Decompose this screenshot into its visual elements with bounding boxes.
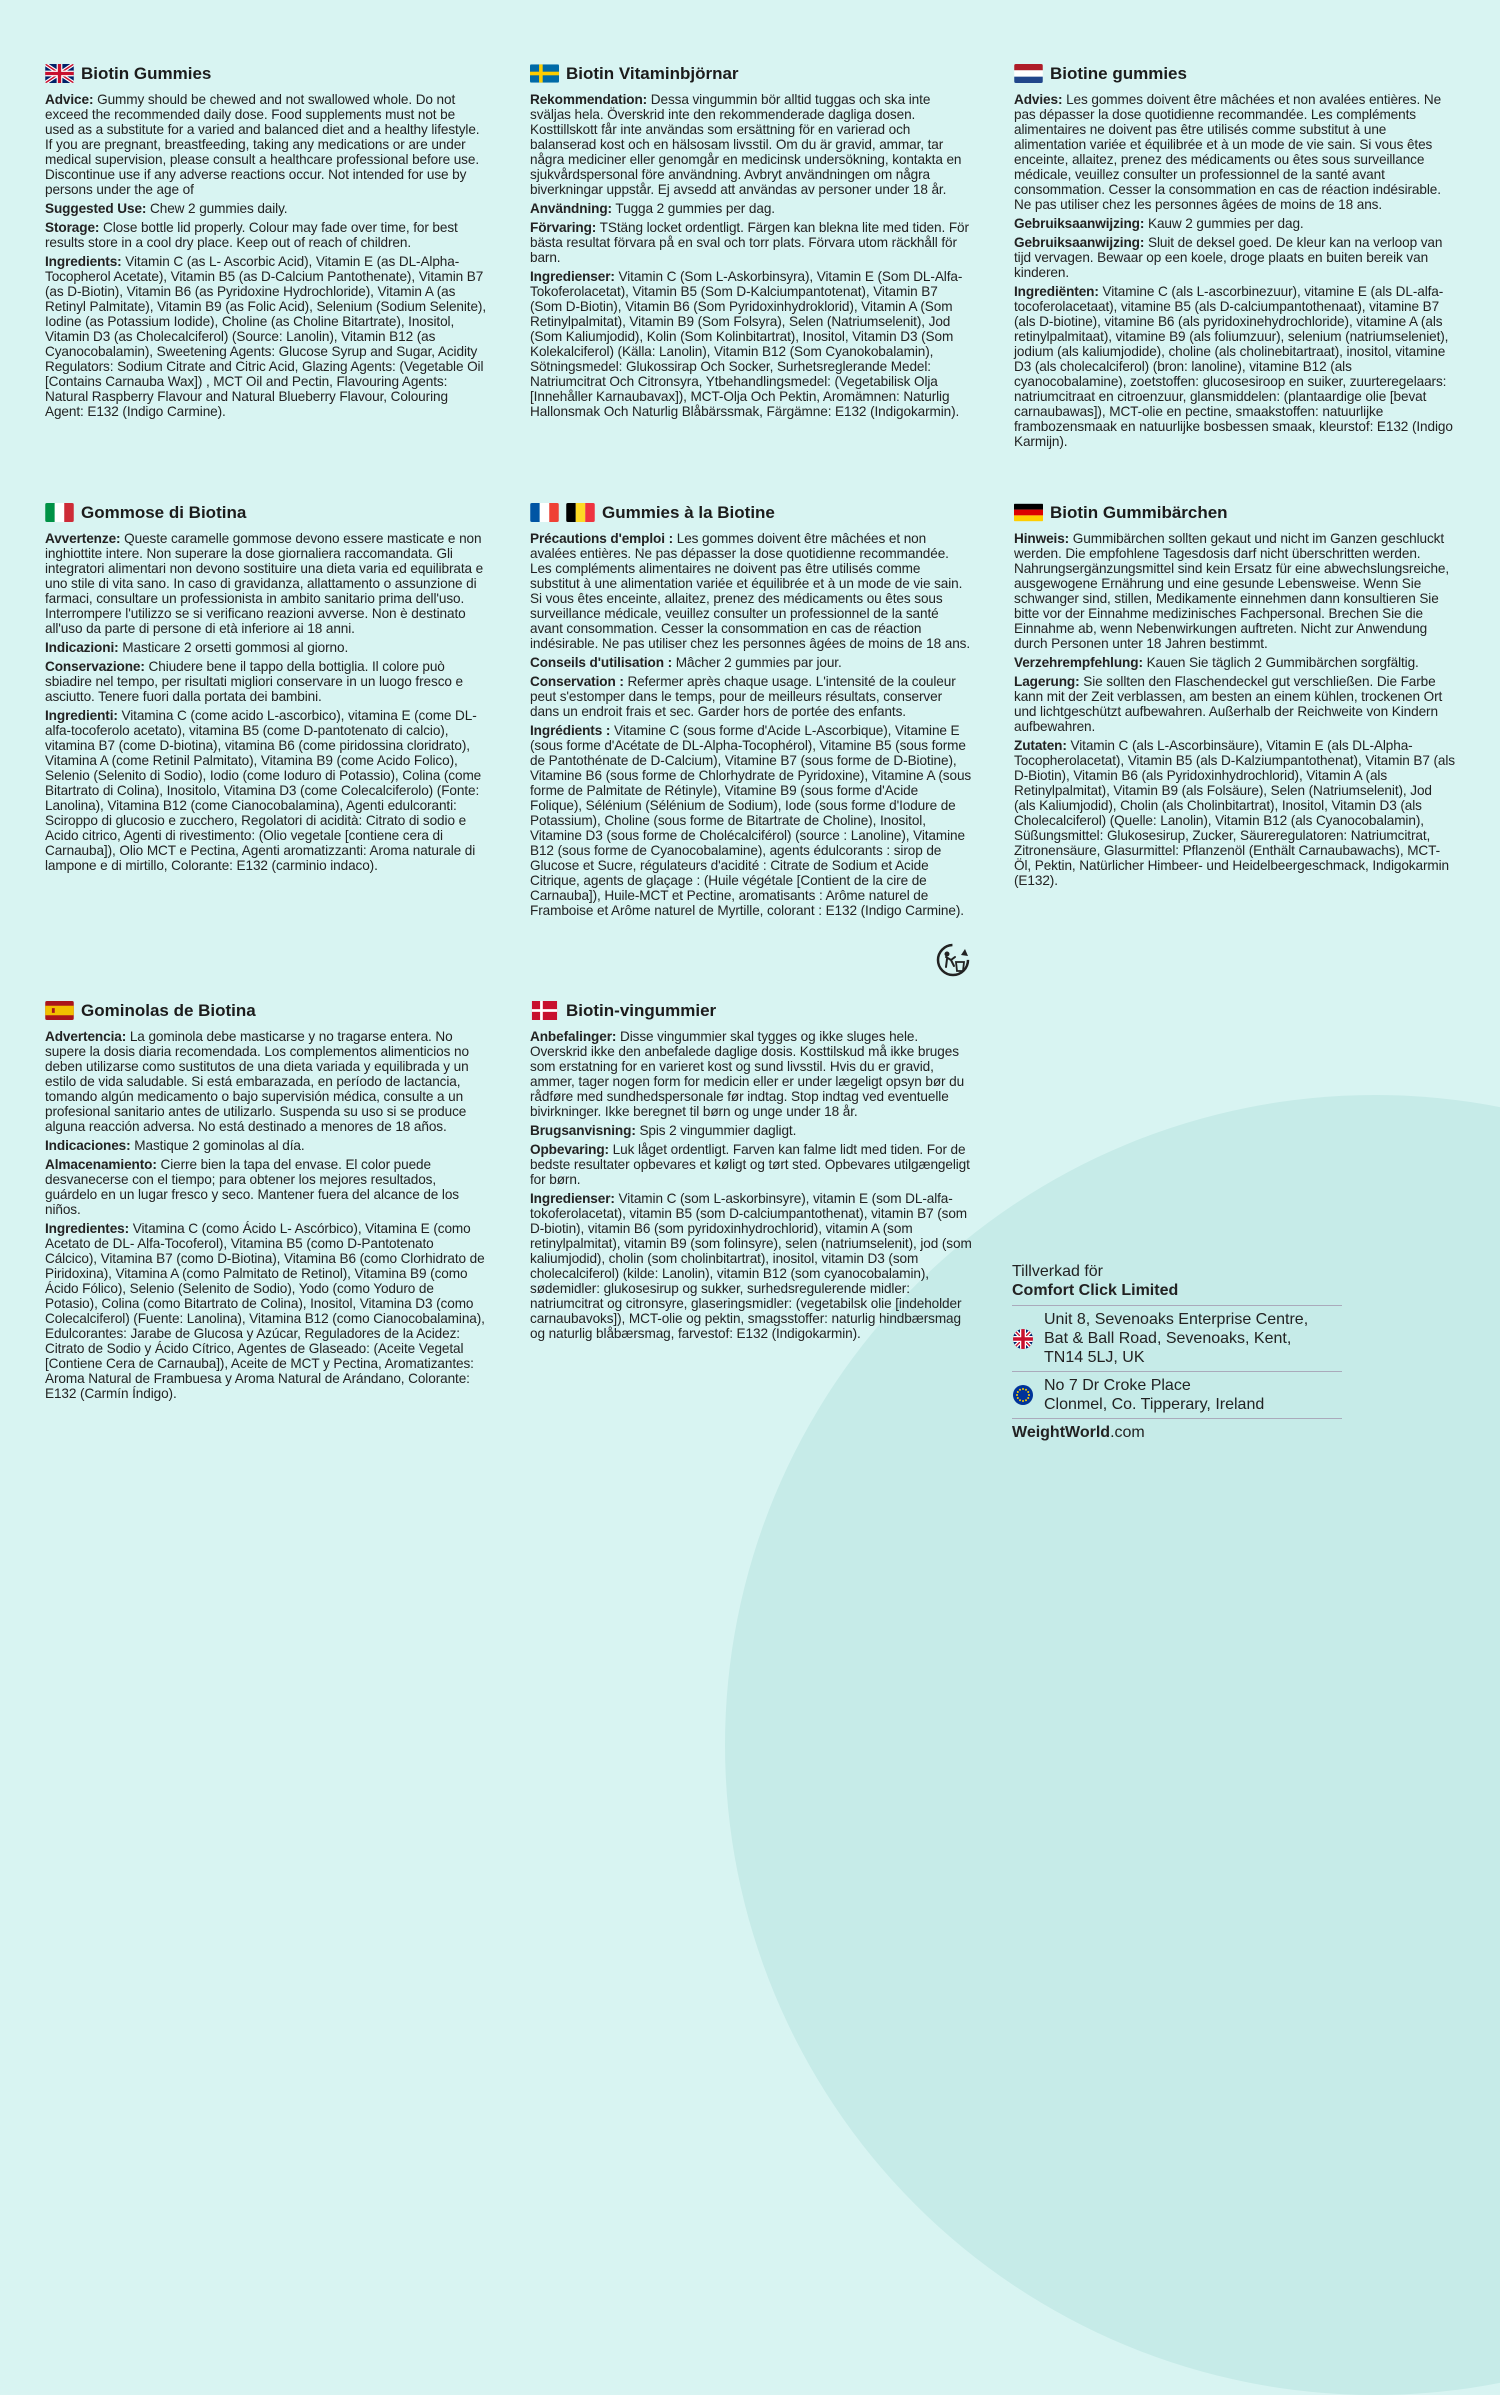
- eu-flag-icon: [1012, 1384, 1034, 1406]
- denmark-flag-icon: [530, 1001, 559, 1020]
- section-title-de: [1014, 503, 1456, 522]
- netherlands-flag-icon: [1014, 64, 1043, 83]
- section-title-text: Biotin Vitaminbjörnar: [566, 64, 739, 83]
- storage-paragraph: Gebruiksaanwijzing: Sluit de deksel goed. De kleur kan na verloop van tijd vervagen. Bewaar op een koele, droge plaats en buiten bereik van kinderen.: [1014, 235, 1443, 280]
- storage-paragraph: Opbevaring: Luk låget ordentligt. Farven kan falme lidt med tiden. For de bedste resultater opbevares et køligt og tørt sted. Opbevares utilgængeligt for børn.: [530, 1142, 970, 1187]
- advice-paragraph: Advertencia: La gominola debe masticarse y no tragarse entera. No supere la dosis diaria recomendada. Los complementos alimenticios no deben utilizarse como sustitutos de una dieta variada y equilibrada y un estilo de vida saludable. Si está embarazada, en período de lactancia, tomando algún medicamento o bajo supervisión médica, consulte a un profesional sanitario antes de utilizarlo. Suspenda su uso si se produce alguna reacción adversa. No está destinado a menores de 18 años.: [45, 1029, 469, 1134]
- usage-paragraph: Conseils d'utilisation : Mâcher 2 gummies par jour.: [530, 655, 842, 670]
- section-en: [45, 64, 487, 423]
- usage-paragraph: Brugsanvisning: Spis 2 vingummier dagligt.: [530, 1123, 797, 1138]
- usage-paragraph: Gebruiksaanwijzing: Kauw 2 gummies per dag.: [1014, 216, 1304, 231]
- usage-paragraph: Användning: Tugga 2 gummies per dag.: [530, 201, 775, 216]
- section-it: [45, 503, 487, 877]
- ingredients-paragraph: Ingredienti: Vitamina C (come acido L-ascorbico), vitamina E (come DL-alfa-tocoferolo acetato), vitamina B5 (come D-pantotenato di calcio), vitamina B7 (come D-biotina), vitamina B6 (come piridossina cloridrato), Vitamina A (come Retinil Palmitato), Vitamina B9 (come Acido Folico), Selenio (Selenito di Sodio), Iodio (come Ioduro di Potassio), Colina (come Bitartrato di Colina), Inositolo, Vitamina D3 (come Colecalciferolo) (Fonte: Lanolina), Vitamina B12 (come Cianocobalamina), Agenti edulcoranti: Sciroppo di glucosio e zucchero, Regolatori di acidità: Citrato di sodio e Acido citrico, Agenti di rivestimento: (Olio vegetale [contiene cera di Carnauba]), Olio MCT e Pectina, Agenti aromatizzanti: Aroma naturale di lampone e di mirtillo, Colorante: E132 (carminio indaco).: [45, 708, 482, 873]
- usage-paragraph: Suggested Use: Chew 2 gummies daily.: [45, 201, 288, 216]
- spain-flag-icon: [45, 1001, 74, 1020]
- uk-address-lines: Unit 8, Sevenoaks Enterprise Centre, Bat & Ball Road, Sevenoaks, Kent, TN14 5LJ, UK: [1044, 1311, 1309, 1366]
- section-fr: [530, 503, 972, 922]
- ingredients-paragraph: Ingredients: Vitamin C (as L- Ascorbic Acid), Vitamin E (as DL-Alpha-Tocopherol Acetate), Vitamin B5 (as D-Calcium Pantothenate), Vitamin B7 (as D-Biotin), Vitamin B6 (as Pyridoxine Hydrochloride), Vitamin A (as Retinyl Palmitate), Vitamin B9 (as Folic Acid), Selenium (Sodium Selenite), Iodine (as Potassium Iodide), Choline (as Choline Bitartrate), Inositol, Vitamin D3 (as Cholecalciferol) (Source: Lanolin), Vitamin B12 (as Cyanocobalamin), Sweetening Agents: Glucose Syrup and Sugar, Acidity Regulators: Sodium Citrate and Citric Acid, Glazing Agents: (Vegetable Oil [Contains Carnauba Wax]) , MCT Oil and Pectin, Flavouring Agents: Natural Raspberry Flavour and Natural Blueberry Flavour, Colouring Agent: E132 (Indigo Carmine).: [45, 254, 487, 419]
- manufacturer-address: [1012, 1262, 1342, 1444]
- section-se: [530, 64, 972, 423]
- advice-paragraph: Advice: Gummy should be chewed and not swallowed whole. Do not exceed the recommended daily dose. Food supplements must not be used as a substitute for a varied and balanced diet and a healthy lifestyle. If you are pregnant, breastfeeding, taking any medications or are under medical supervision, please consult a healthcare professional before use. Discontinue use if any adverse reactions occur. Not intended for use by persons under the age of: [45, 92, 480, 197]
- storage-paragraph: Conservazione: Chiudere bene il tappo della bottiglia. Il colore può sbiadire nel tempo, per risultati migliori conservare in un luogo fresco e asciutto. Tenere fuori dalla portata dei bambini.: [45, 659, 463, 704]
- ingredients-paragraph: Ingredienser: Vitamin C (Som L-Askorbinsyra), Vitamin E (Som DL-Alfa-Tokoferolacetat), Vitamin B5 (Som D-Kalciumpantotenat), Vitamin B7 (Som D-Biotin), Vitamin B6 (Som Pyridoxinhydroklorid), Vitamin A (Som Retinylpalmitat), Vitamin B9 (Som Folsyra), Selen (Natriumselenit), Jod (Som Kaliumjodid), Kolin (Som Kolinbitartrat), Inositol, Vitamin D3 (Som Kolekalciferol) (Källa: Lanolin), Vitamin B12 (Som Cyanokobalamin), Sötningsmedel: Glukossirap Och Socker, Surhetsreglerande Medel: Natriumcitrat Och Citronsyra, Ytbehandlingsmedel: (Vegetabilisk Olja [Innehåller Karnaubavax]), MCT-Olja Och Pektin, Aromämnen: Naturlig Hallonsmak Och Naturlig Blåbärssmak, Färgämne: E132 (Indigokarmin).: [530, 269, 963, 419]
- section-de: [1014, 503, 1456, 892]
- ingredients-paragraph: Ingrediënten: Vitamine C (als L-ascorbinezuur), vitamine E (als DL-alfa-tocoferolacetaat), vitamine B5 (als D-calciumpantothenaat), vitamine B7 (als D-biotine), vitamine B6 (als pyridoxinehydrochloride), vitamine A (als retinylpalmitaat), vitamine B9 (als foliumzuur), selenium (natriumseleniet), jodium (als kaliumjodide), choline (als cholinebitartraat), inositol, vitamine D3 (als cholecalciferol) (bron: lanoline), vitamine B12 (als cyanocobalamine), zoetstoffen: glucosesiroop en suiker, zuurteregelaars: natriumcitraat en citroenzuur, glansmiddelen: (plantaardige olie [bevat carnaubawas]), MCT-olie en pectine, smaakstoffen: natuurlijke frambozensmaak en natuurlijke bosbessen smaak, kleurstof: E132 (Indigo Karmijn).: [1014, 284, 1453, 449]
- sweden-flag-icon: [530, 64, 559, 83]
- advice-paragraph: Avvertenze: Queste caramelle gommose devono essere masticate e non inghiottite intere. Non superare la dose giornaliera raccomandata. Gli integratori alimentari non devono sostituire una dieta varia ed equilibrata e uno stile di vita sano. In caso di gravidanza, allattamento o assunzione di farmaci, consultare un professionista in ambito sanitario prima dell'uso. Interrompere l'utilizzo se si verificano reazioni avverse. Non è destinato all'uso da parte di persone di età inferiore ai 18 anni.: [45, 531, 484, 636]
- website-link[interactable]: WeightWorld.com: [1012, 1418, 1342, 1444]
- section-title-text: Gummies à la Biotine: [602, 503, 775, 522]
- usage-paragraph: Verzehrempfehlung: Kauen Sie täglich 2 Gummibärchen sorgfältig.: [1014, 655, 1419, 670]
- uk-address: [1012, 1305, 1342, 1371]
- advice-paragraph: Anbefalinger: Disse vingummier skal tygges og ikke sluges hele. Overskrid ikke den anbefalede daglige dosis. Kosttilskud må ikke bruges som erstatning for en varieret kost og sund livsstil. Hvis du er gravid, ammer, tager nogen form for medicin eller er under lægeligt opsyn bør du rådføre med sundhedspersonale før indtag. Stop indtag ved eventuelle bivirkninger. Ikke beregnet til børn og unge under 18 år.: [530, 1029, 965, 1119]
- section-nl: [1014, 64, 1456, 453]
- section-title-it: [45, 503, 487, 522]
- advice-paragraph: Hinweis: Gummibärchen sollten gekaut und nicht im Ganzen geschluckt werden. Die empfohlene Tagesdosis darf nicht überschritten werden. Nahrungsergänzungsmittel sind kein Ersatz für eine abwechslungsreiche, ausgewogene Ernährung und eine gesunde Lebensweise. Wenn Sie schwanger sind, stillen, Medikamente einnehmen dann konsultieren Sie bitte vor der Einnahme medizinisches Fachpersonal. Brechen Sie die Einnahme ab, wenn Nebenwirkungen auftreten. Nicht zur Anwendung durch Personen unter 18 Jahren bestimmt.: [1014, 531, 1450, 651]
- section-es: [45, 1001, 487, 1405]
- section-title-text: Gommose di Biotina: [81, 503, 247, 522]
- eu-address-lines: No 7 Dr Croke Place Clonmel, Co. Tipperary, Ireland: [1044, 1377, 1265, 1413]
- section-title-en: [45, 64, 487, 83]
- section-title-fr: [530, 503, 972, 522]
- storage-paragraph: Conservation : Refermer après chaque usage. L'intensité de la couleur peut s'estomper dans le temps, pour de meilleurs résultats, conserver dans un endroit frais et sec. Garder hors de portée des enfants.: [530, 674, 956, 719]
- eu-address: [1012, 1371, 1342, 1418]
- ingredients-paragraph: Ingredienser: Vitamin C (som L-askorbinsyre), vitamin E (som DL-alfa-tokoferolacetat), vitamin B5 (som D-calciumpantothenat), vitamin B7 (som D-biotin), vitamin B6 (som pyridoxinhydrochlorid), vitamin A (som retinylpalmitat), vitamin B9 (som folinsyre), selen (natriumselenit), jod (som kaliumjodid), cholin (som cholinbitartrat), inositol, vitamin D3 (som cholecalciferol) (kilde: Lanolin), vitamin B12 (som cyanocobalamin), sødemidler: glukosesirup og sukker, surhedsregulerende midler: natriumcitrat og citronsyre, glaseringsmidler: (vegetabilsk olie [indeholder carnaubavoks]), MCT-olie og pektin, smagsstoffer: naturlig hindbærsmag og naturlig blåbærsmag, farvestof: E132 (Indigokarmin).: [530, 1191, 972, 1341]
- germany-flag-icon: [1014, 503, 1043, 522]
- section-title-se: [530, 64, 972, 83]
- uk-flag-icon: [45, 64, 74, 83]
- advice-paragraph: Rekommendation: Dessa vingummin bör alltid tuggas och ska inte sväljas hela. Överskrid inte den rekommenderade dagliga dosen. Kosttillskott får inte användas som ersättning för en varierad och balanserad kost och en hälsosam livsstil. Om du är gravid, ammar, tar några mediciner eller genomgår en medicinsk undersökning, kontakta en sjukvårdspersonal före användning. Avbryt användningen om några biverkningar uppstår. Ej avsedd att användas av personer under 18 år.: [530, 92, 962, 197]
- usage-paragraph: Indicaciones: Mastique 2 gominolas al día.: [45, 1138, 305, 1153]
- section-title-text: Biotin-vingummier: [566, 1001, 717, 1020]
- triman-recycle-icon: [936, 943, 970, 977]
- section-dk: [530, 1001, 972, 1345]
- storage-paragraph: Almacenamiento: Cierre bien la tapa del envase. El color puede desvanecerse con el tiempo; para obtener los mejores resultados, guárdelo en un lugar fresco y seco. Mantener fuera del alcance de los niños.: [45, 1157, 460, 1217]
- section-title-nl: [1014, 64, 1456, 83]
- ingredients-paragraph: Zutaten: Vitamin C (als L-Ascorbinsäure), Vitamin E (als DL-Alpha-Tocopherolacetat), Vitamin B5 (als D-Kalziumpantothenat), Vitamin B7 (als D-Biotin), Vitamin B6 (als Pyridoxinhydrochlorid), Vitamin A (als Retinylpalmitat), Vitamin B9 (als Folsäure), Selen (Natriumselenit), Jod (als Kaliumjodid), Cholin (als Cholinbitartrat), Inositol, Vitamin D3 (als Cholecalciferol) (Quelle: Lanolin), Vitamin B12 (als Cyanocobalamin), Süßungsmittel: Glukosesirup, Zucker, Säureregulatoren: Natriumcitrat, Zitronensäure, Glasurmittel: Pflanzenöl (Enthält Carnaubawachs), MCT-Öl, Pektin, Natürlicher Himbeer- und Heidelbeergeschmack, Indigokarmin (E132).: [1014, 738, 1456, 888]
- advice-paragraph: Advies: Les gommes doivent être mâchées et non avalées entières. Ne pas dépasser la dose quotidienne recommandée. Les compléments alimentaires ne doivent pas être utilisés comme substitut à une alimentation variée et équilibrée et à un mode de vie sain. Si vous êtes enceinte, allaitez, prenez des médicaments ou êtes sous surveillance médicale, veuillez consulter un professionnel de la santé avant consommation. Cesser la consommation en cas de réaction indésirable. Ne pas utiliser chez les personnes âgées de moins de 18 ans.: [1014, 92, 1442, 212]
- made-for-label: Tillverkad för: [1012, 1263, 1103, 1280]
- ingredients-paragraph: Ingrédients : Vitamine C (sous forme d'Acide L-Ascorbique), Vitamine E (sous forme d'Acétate de DL-Alpha-Tocophérol), Vitamine B5 (sous forme de Pantothénate de D-Calcium), Vitamine B7 (sous forme de D-Biotine), Vitamine B6 (sous forme de Chlorhydrate de Pyridoxine), Vitamine A (sous forme de Palmitate de Rétinyle), Vitamine B9 (sous forme d'Acide Folique), Sélénium (Sélénium de Sodium), Iode (sous forme d'Iodure de Potassium), Choline (sous forme de Bitartrate de Choline), Inositol, Vitamine D3 (sous forme de Cholécalciférol) (source : Lanoline), Vitamine B12 (sous forme de Cyanocobalamine), agents édulcorants : sirop de Glucose et Sucre, régulateurs d'acidité : Citrate de Sodium et Acide Citrique, agents de glaçage : (Huile végétale [Contient de la cire de Carnauba]), Huile-MCT et Pectine, aromatisants : Arôme naturel de Framboise et Arôme naturel de Myrtille, colorant : E132 (Indigo Carmine).: [530, 723, 972, 918]
- section-title-text: Biotine gummies: [1050, 64, 1187, 83]
- storage-paragraph: Lagerung: Sie sollten den Flaschendeckel gut verschließen. Die Farbe kann mit der Zeit verblassen, am besten an einem kühlen, trockenen Ort und lichtgeschützt aufbewahren. Außerhalb der Reichweite von Kindern aufbewahren.: [1014, 674, 1443, 734]
- section-title-text: Biotin Gummies: [81, 64, 212, 83]
- uk-flag-icon: [1012, 1328, 1034, 1350]
- france-flag-icon: [530, 503, 559, 522]
- storage-paragraph: Storage: Close bottle lid properly. Colour may fade over time, for best results store in a cool dry place. Keep out of reach of children.: [45, 220, 458, 250]
- section-title-es: [45, 1001, 487, 1020]
- section-title-dk: [530, 1001, 972, 1020]
- section-title-text: Gominolas de Biotina: [81, 1001, 256, 1020]
- italy-flag-icon: [45, 503, 74, 522]
- advice-paragraph: Précautions d'emploi : Les gommes doivent être mâchées et non avalées entières. Ne pas dépasser la dose quotidienne recommandée. Les compléments alimentaires ne doivent pas être utilisés comme substitut à une alimentation variée et équilibrée et à un mode de vie sain. Si vous êtes enceinte, allaitez, prenez des médicaments ou êtes sous surveillance médicale, veuillez consulter un professionnel de la santé avant consommation. Cesser la consommation en cas de réaction indésirable. Ne pas utiliser chez les personnes âgées de moins de 18 ans.: [530, 531, 971, 651]
- usage-paragraph: Indicazioni: Masticare 2 orsetti gommosi al giorno.: [45, 640, 349, 655]
- storage-paragraph: Förvaring: TStäng locket ordentligt. Färgen kan blekna lite med tiden. För bästa resultat förvara på en sval och torr plats. Förvara utom räckhåll för barn.: [530, 220, 969, 265]
- ingredients-paragraph: Ingredientes: Vitamina C (como Ácido L- Ascórbico), Vitamina E (como Acetato de DL- Alfa-Tocoferol), Vitamina B5 (como D-Pantotenato Cálcico), Vitamina B7 (como D-Biotina), Vitamina B6 (como Clorhidrato de Piridoxina), Vitamina A (como Palmitato de Retinol), Vitamina B9 (como Ácido Fólico), Selenio (Selenito de Sodio), Yodo (como Yoduro de Potasio), Colina (como Bitartrato de Colina), Inositol, Vitamina D3 (como Colecalciferol) (Fuente: Lanolina), Vitamina B12 (como Cianocobalamina), Edulcorantes: Jarabe de Glucosa y Azúcar, Reguladores de la Acidez: Citrato de Sodio y Ácido Cítrico, Agentes de Glaseado: (Aceite Vegetal [Contiene Cera de Carnauba]), Aceite de MCT y Pectina, Aromatizantes: Aroma Natural de Frambuesa y Aroma Natural de Arándano, Colorante: E132 (Carmín Índigo).: [45, 1221, 485, 1401]
- belgium-flag-icon: [566, 503, 595, 522]
- section-title-text: Biotin Gummibärchen: [1050, 503, 1228, 522]
- company-name: Comfort Click Limited: [1012, 1282, 1179, 1299]
